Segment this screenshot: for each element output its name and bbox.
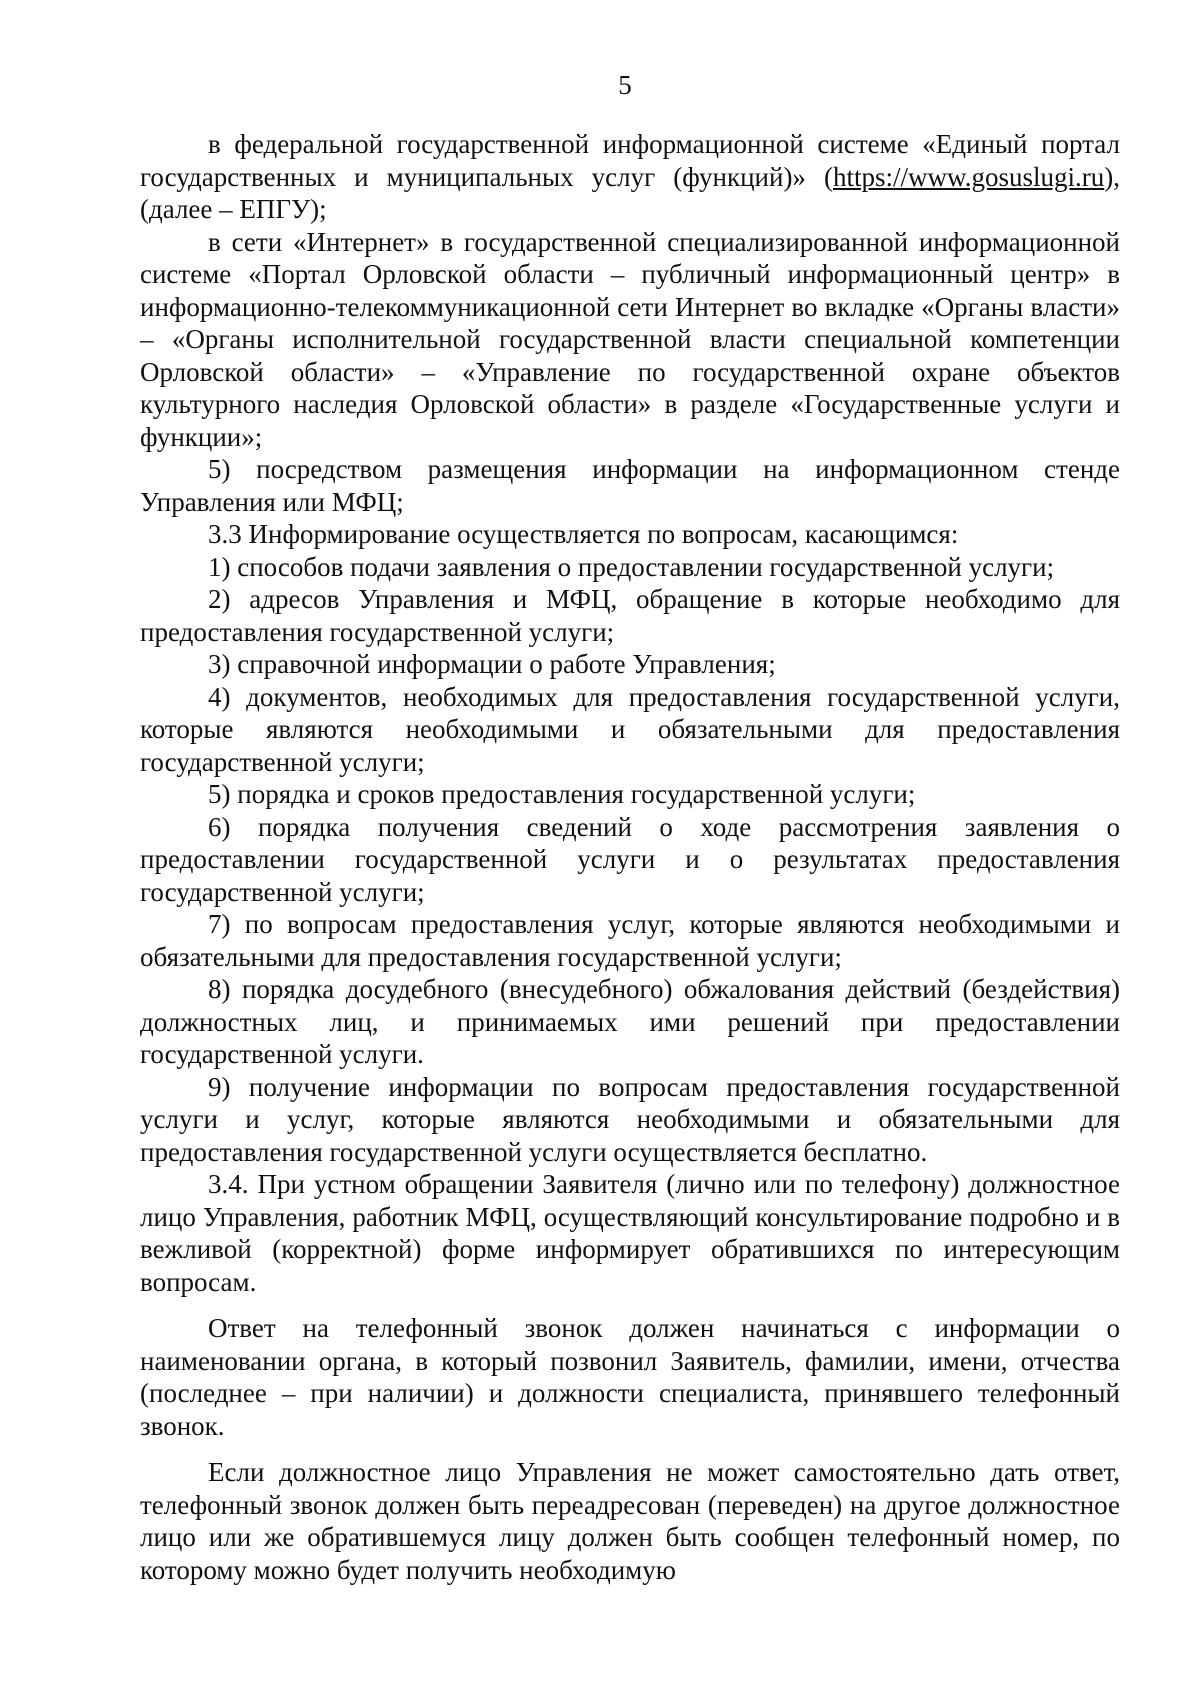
document-body bbox=[140, 128, 1120, 1586]
list-item-1: 1) способов подачи заявления о предоставлении государственной услуги; bbox=[208, 551, 1055, 582]
paragraph-text: в федеральной государственной информационной системе «Единый портал государственных и муниципальных услуг (функций)» ( bbox=[140, 129, 1120, 192]
list-item-8: 8) порядка досудебного (внесудебного) обжалования действий (бездействия) должностных лиц, и принимаемых ими решений при предоставлении государственной услуги. bbox=[140, 974, 1120, 1069]
paragraph-epgu bbox=[140, 128, 1120, 226]
list-item-3: 3) справочной информации о работе Управления; bbox=[208, 649, 776, 679]
list-item-4: 4) документов, необходимых для предоставления государственной услуги, которые являются необходимыми и обязательными для предоставления государственной услуги; bbox=[140, 681, 1120, 777]
paragraph-phone-redirect: Если должностное лицо Управления не может самостоятельно дать ответ, телефонный звонок должен быть переадресован (переведен) на другое должностное лицо или же обратившемуся лицу должен быть сообщен телефонный номер, по которому можно будет получить необходимую bbox=[140, 1457, 1120, 1585]
paragraph-info-stand: 5) посредством размещения информации на информационном стенде Управления или МФЦ; bbox=[140, 454, 1120, 517]
paragraph-text: ), (далее – ЕПГУ); bbox=[140, 161, 1120, 224]
paragraph-section-3-4: 3.4. При устном обращении Заявителя (лично или по телефону) должностное лицо Управления, работник МФЦ, осуществляющий консультирование подробно и в вежливой (корректной) форме информирует обратившихся по интересующим вопросам. bbox=[140, 1169, 1120, 1297]
list-item-9: 9) получение информации по вопросам предоставления государственной услуги и услуг, которые являются необходимыми и обязательными для предоставления государственной услуги осуществляется бесплатно. bbox=[140, 1071, 1120, 1167]
list-item-2: 2) адресов Управления и МФЦ, обращение в которые необходимо для предоставления государственной услуги; bbox=[140, 584, 1120, 647]
list-item-6: 6) порядка получения сведений о ходе рассмотрения заявления о предоставлении государственной услуги и о результатах предоставления государственной услуги; bbox=[140, 811, 1120, 907]
gosuslugi-link[interactable]: https://www.gosuslugi.ru bbox=[832, 161, 1105, 192]
page-number: 5 bbox=[618, 70, 632, 100]
list-item-5: 5) порядка и сроков предоставления государственной услуги; bbox=[208, 779, 916, 809]
paragraph-phone-answer: Ответ на телефонный звонок должен начинаться с информации о наименовании органа, в который позвонил Заявитель, фамилии, имени, отчества (последнее – при наличии) и должности специалиста, принявшего телефонный звонок. bbox=[140, 1313, 1120, 1441]
paragraph-section-3-3: 3.3 Информирование осуществляется по вопросам, касающимся: bbox=[208, 519, 959, 549]
list-item-7: 7) по вопросам предоставления услуг, которые являются необходимыми и обязательными для предоставления государственной услуги; bbox=[140, 909, 1120, 972]
paragraph-internet-portal: в сети «Интернет» в государственной специализированной информационной системе «Портал Орловской области – публичный информационный центр» в информационно-телекоммуникационной сети Интернет во вкладке «Органы власти» – «Органы исполнительной государственной власти специальной компетенции Орловской области» – «Управление по государственной охране объектов культурного наследия Орловской области» в разделе «Государственные услуги и функции»; bbox=[140, 226, 1120, 452]
